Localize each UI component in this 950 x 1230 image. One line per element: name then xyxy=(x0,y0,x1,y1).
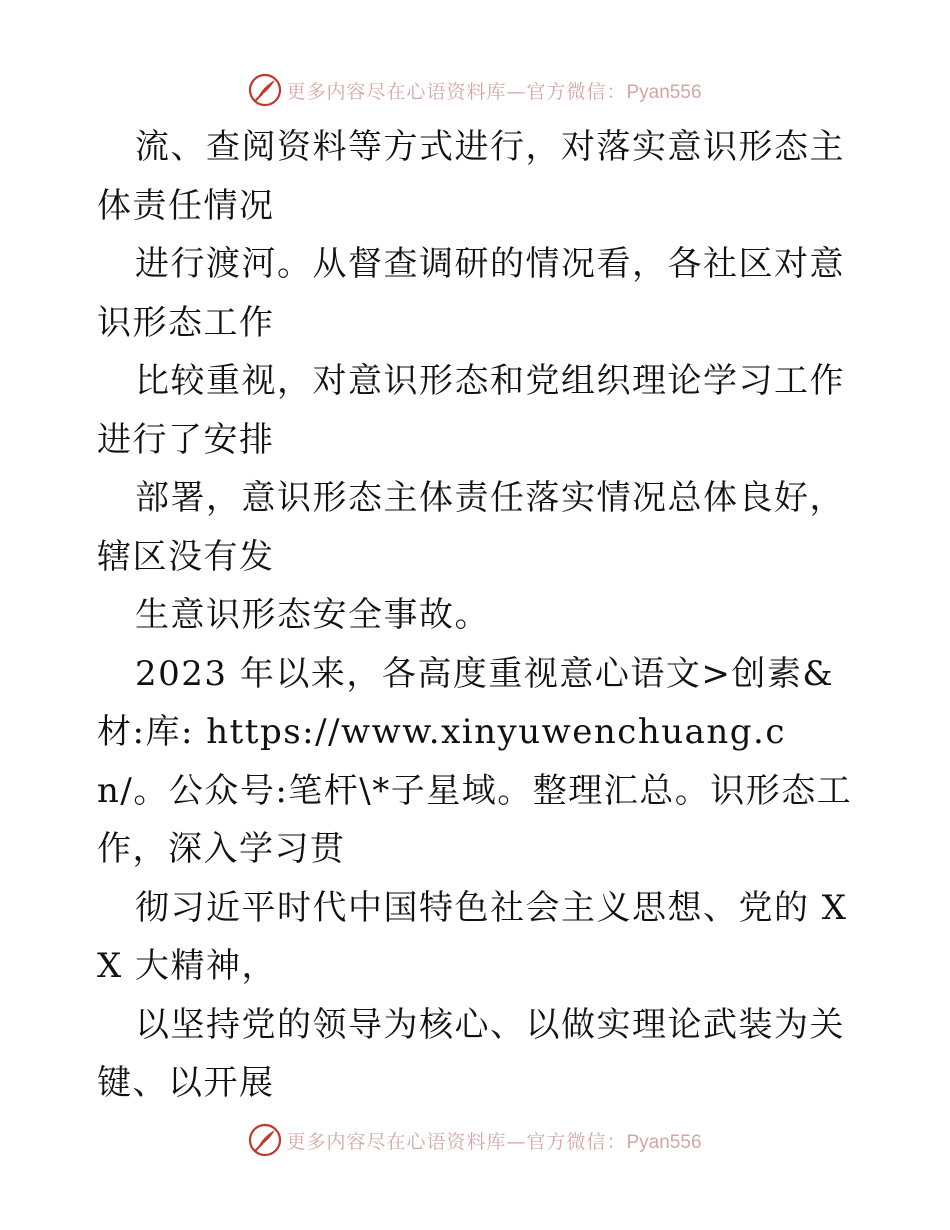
paragraph: 2023 年以来，各高度重视意心语文>创素&材:库: https://www.xinyuwenchuang.cn/。公众号:笔杆\*子星域。整理汇总。识形态工作，深入学习贯 xyxy=(97,653,853,869)
footer-watermark-text: 更多内容尽在心语资料库—官方微信：Pyan556 xyxy=(286,1130,702,1153)
quill-pen-logo-icon xyxy=(248,73,282,107)
quill-pen-logo-icon xyxy=(248,1123,282,1157)
paragraph: 进行渡河。从督查调研的情况看，各社区对意识形态工作 xyxy=(97,244,845,343)
footer-watermark xyxy=(0,1122,950,1158)
paragraph: 以坚持党的领导为核心、以做实理论武装为关键、以开展 xyxy=(97,1004,845,1103)
document-body xyxy=(97,118,857,1113)
paragraph: 比较重视，对意识形态和党组织理论学习工作进行了安排 xyxy=(97,361,845,460)
header-watermark-text: 更多内容尽在心语资料库—官方微信：Pyan556 xyxy=(286,80,702,103)
paragraph: 彻习近平时代中国特色社会主义思想、党的 XX 大精神， xyxy=(97,887,848,986)
paragraph: 部署，意识形态主体责任落实情况总体良好，辖区没有发 xyxy=(97,478,845,577)
paragraph: 流、查阅资料等方式进行，对落实意识形态主体责任情况 xyxy=(97,127,845,226)
header-watermark-id: Pyan556 xyxy=(626,81,702,103)
header-watermark xyxy=(0,72,950,108)
footer-watermark-id: Pyan556 xyxy=(626,1131,702,1153)
paragraph: 生意识形态安全事故。 xyxy=(135,595,490,635)
